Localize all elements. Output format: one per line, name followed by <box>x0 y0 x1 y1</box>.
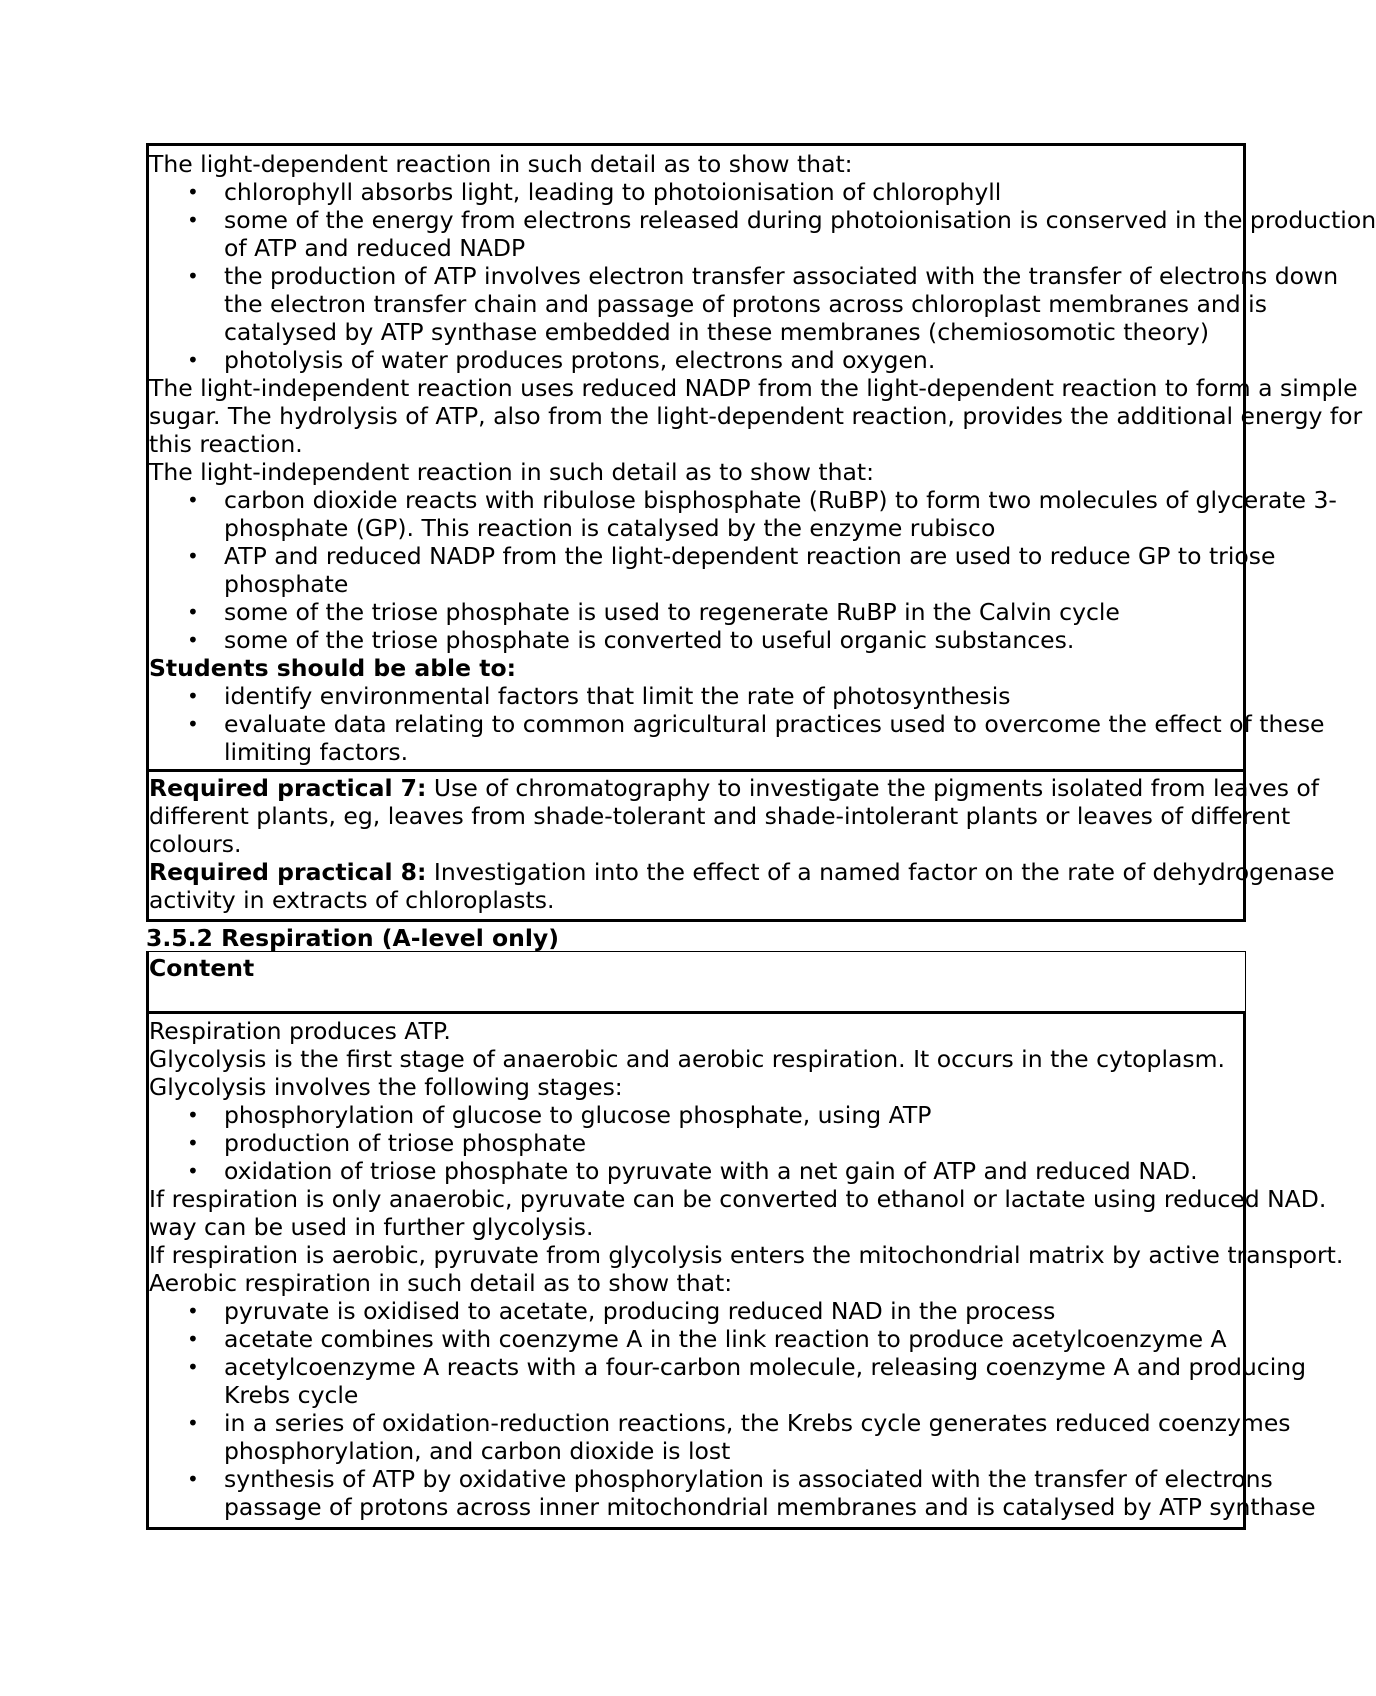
bullet-icon: • <box>187 488 199 512</box>
bullet-text: some of the triose phosphate is converted to useful organic substances. <box>224 626 1075 654</box>
text-line: activity in extracts of chloroplasts. <box>149 886 555 914</box>
text-line: colours. <box>149 830 242 858</box>
text-line: Glycolysis is the first stage of anaerobic and aerobic respiration. It occurs in the cytoplasm. <box>149 1045 1225 1073</box>
text-line: If respiration is aerobic, pyruvate from glycolysis enters the mitochondrial matrix by active transport. <box>149 1241 1344 1269</box>
text-line: The light-dependent reaction in such detail as to show that: <box>149 150 853 178</box>
bullet-icon: • <box>187 544 199 568</box>
content-box-photosynthesis <box>146 143 1376 772</box>
section-heading: 3.5.2 Respiration (A-level only) <box>146 924 559 952</box>
required-practical-8 <box>149 858 1335 886</box>
bullet-text: photolysis of water produces protons, electrons and oxygen. <box>224 346 936 374</box>
bullet-icon: • <box>187 684 199 708</box>
bullet-icon: • <box>187 1299 199 1323</box>
bullet-text: ATP and reduced NADP from the light-dependent reaction are used to reduce GP to triose <box>224 542 1276 570</box>
bullet-text: some of the triose phosphate is used to regenerate RuBP in the Calvin cycle <box>224 598 1120 626</box>
content-box-respiration <box>146 1014 1344 1530</box>
bullet-icon: • <box>187 628 199 652</box>
bullet-text-continued: phosphorylation, and carbon dioxide is lost <box>224 1437 731 1465</box>
text-line: Respiration produces ATP. <box>149 1017 451 1045</box>
bullet-text: some of the energy from electrons released during photoionisation is conserved in the production <box>224 206 1376 234</box>
bullet-icon: • <box>187 600 199 624</box>
bullet-text: in a series of oxidation-reduction reactions, the Krebs cycle generates reduced coenzymes <box>224 1409 1291 1437</box>
bullet-text-continued: phosphate (GP). This reaction is catalysed by the enzyme rubisco <box>224 514 996 542</box>
required-practical-8-label: Required practical 8: <box>149 858 427 886</box>
bullet-text-continued: the electron transfer chain and passage of protons across chloroplast membranes and is <box>224 290 1267 318</box>
text-line: different plants, eg, leaves from shade-tolerant and shade-intolerant plants or leaves of different <box>149 802 1291 830</box>
bullet-text-continued: passage of protons across inner mitochondrial membranes and is catalysed by ATP synthase <box>224 1493 1316 1521</box>
bullet-text: acetylcoenzyme A reacts with a four-carbon molecule, releasing coenzyme A and producing <box>224 1353 1307 1381</box>
bullet-text: chlorophyll absorbs light, leading to photoionisation of chlorophyll <box>224 178 1002 206</box>
bullet-icon: • <box>187 1159 199 1183</box>
required-practical-8-text: Investigation into the effect of a named factor on the rate of dehydrogenase <box>426 858 1335 886</box>
bullet-text: synthesis of ATP by oxidative phosphorylation is associated with the transfer of electrons <box>224 1465 1273 1493</box>
text-line: The light-independent reaction uses reduced NADP from the light-dependent reaction to form a simple <box>149 374 1358 402</box>
bullet-icon: • <box>187 1411 199 1435</box>
bullet-text: identify environmental factors that limit the rate of photosynthesis <box>224 682 1011 710</box>
text-line: Aerobic respiration in such detail as to show that: <box>149 1269 733 1297</box>
text-line: sugar. The hydrolysis of ATP, also from the light-dependent reaction, provides the additional energy for <box>149 402 1363 430</box>
bullet-icon: • <box>187 348 199 372</box>
bullet-text-continued: phosphate <box>224 570 349 598</box>
bullet-text: carbon dioxide reacts with ribulose bisphosphate (RuBP) to form two molecules of glycerate 3- <box>224 486 1337 514</box>
bullet-text: pyruvate is oxidised to acetate, producing reduced NAD in the process <box>224 1297 1056 1325</box>
bullet-icon: • <box>187 180 199 204</box>
content-header: Content <box>149 954 255 982</box>
students-heading: Students should be able to: <box>149 654 517 682</box>
bullet-text: evaluate data relating to common agricultural practices used to overcome the effect of these <box>224 710 1325 738</box>
bullet-text-continued: limiting factors. <box>224 738 409 766</box>
bullet-icon: • <box>187 1467 199 1491</box>
required-practicals-box <box>146 772 1335 922</box>
bullet-text: production of triose phosphate <box>224 1129 587 1157</box>
content-header-box <box>146 951 1246 1014</box>
required-practical-7-text: Use of chromatography to investigate the pigments isolated from leaves of <box>426 774 1320 802</box>
bullet-icon: • <box>187 1355 199 1379</box>
bullet-text: the production of ATP involves electron transfer associated with the transfer of electrons down <box>224 262 1339 290</box>
bullet-text: phosphorylation of glucose to glucose phosphate, using ATP <box>224 1101 932 1129</box>
bullet-text-continued: of ATP and reduced NADP <box>224 234 526 262</box>
bullet-icon: • <box>187 208 199 232</box>
text-line: way can be used in further glycolysis. <box>149 1213 594 1241</box>
bullet-text-continued: catalysed by ATP synthase embedded in these membranes (chemiosomotic theory) <box>224 318 1209 346</box>
bullet-icon: • <box>187 712 199 736</box>
bullet-text: acetate combines with coenzyme A in the link reaction to produce acetylcoenzyme A <box>224 1325 1227 1353</box>
text-line: The light-independent reaction in such detail as to show that: <box>149 458 875 486</box>
bullet-icon: • <box>187 1131 199 1155</box>
required-practical-7-label: Required practical 7: <box>149 774 427 802</box>
text-line: this reaction. <box>149 430 303 458</box>
text-line: Glycolysis involves the following stages: <box>149 1073 623 1101</box>
required-practical-7 <box>149 774 1319 802</box>
text-line: If respiration is only anaerobic, pyruvate can be converted to ethanol or lactate using reduced NAD. <box>149 1185 1327 1213</box>
bullet-icon: • <box>187 1327 199 1351</box>
bullet-text: oxidation of triose phosphate to pyruvate with a net gain of ATP and reduced NAD. <box>224 1157 1198 1185</box>
bullet-icon: • <box>187 264 199 288</box>
bullet-icon: • <box>187 1103 199 1127</box>
bullet-text-continued: Krebs cycle <box>224 1381 359 1409</box>
